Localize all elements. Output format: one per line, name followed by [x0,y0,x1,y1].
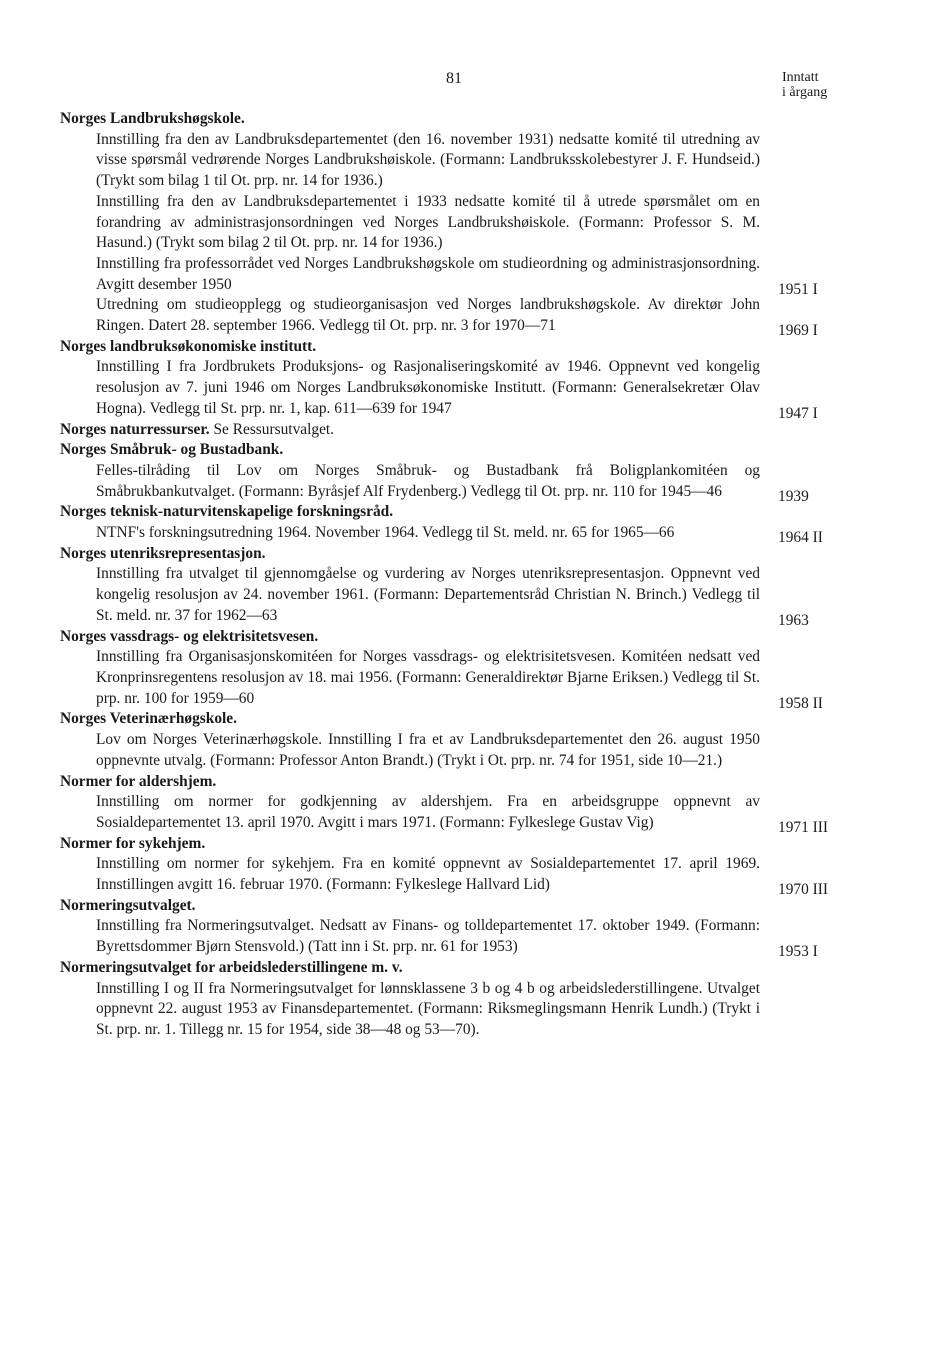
dot-leader [556,329,760,330]
item-text: Innstilling I og II fra Normeringsutvalget for lønnsklassene 3 b og 4 b og arbeidslederstillingene. Utvalget oppnevnt 22. august 1953 av Finansdepartementet. (Formann: Riksmeglingsmann Henrik Lundh.) (Trykt i St. prp. nr. 1. Tillegg nr. 15 for 1954, side 38—48 og 53—70). [96,979,760,1038]
entry-heading: Norges landbruksøkonomiske institutt. [60,337,317,355]
entry-heading: Normeringsutvalget for arbeidslederstillingene m. v. [60,958,403,976]
entry-heading: Normer for aldershjem. [60,772,217,790]
volume-year: 1970 III [778,881,829,899]
entry-item [60,564,850,629]
item-text: Utredning om studieopplegg og studieorganisasjon ved Norges landbrukshøgskole. Av direktør John Ringen. Datert 28. september 1966. Vedlegg til Ot. prp. nr. 3 for 1970—71 [96,296,760,335]
index-entry [60,709,850,771]
entry-heading: Norges teknisk-naturvitenskapelige forskningsråd. [60,503,394,521]
volume-year: 1953 I [778,943,818,961]
index-entry [60,109,850,340]
item-text: Innstilling I fra Jordbrukets Produksjons- og Rasjonaliseringskomité av 1946. Oppnevnt ved kongelig resolusjon av 7. juni 1946 om Norges Landbruksøkonomiske Institutt. (Formann: Generalsekretær Olav Hogna). Vedlegg til St. prp. nr. 1, kap. 611—639 for 1947 [96,358,760,417]
entry-item [60,979,850,1041]
entry-heading: Norges Veterinærhøgskole. [60,710,237,728]
entry-heading: Norges Landbrukshøgskole. [60,110,245,127]
entry-item [60,792,850,836]
entry-heading-line [60,544,850,565]
column-header-line-2: i årgang [782,85,828,100]
dot-leader [722,495,760,496]
item-text: NTNF's forskningsutredning 1964. November 1964. Vedlegg til St. meld. nr. 65 for 1965—66 [96,524,675,542]
index-entry [60,627,850,710]
entry-heading: Norges vassdrags- og elektrisitetsvesen. [60,627,319,645]
entry-item [60,254,850,298]
index-entry [60,958,850,1041]
column-header [782,70,882,100]
dot-leader [550,888,760,889]
item-text: Lov om Norges Veterinærhøgskole. Innstilling I fra et av Landbruksdepartementet den 26. august 1950 oppnevnte utvalg. (Formann: Professor Anton Brandt.) (Trykt i Ot. prp. nr. 74 for 1951, side 10—21.) [96,731,760,769]
item-text: Innstilling fra Normeringsutvalget. Nedsatt av Finans- og tolldepartementet 17. oktober 1949. (Formann: Byrettsdommer Bjørn Stensvold.) (Tatt inn i St. prp. nr. 61 for 1953) [96,917,760,956]
index-entries [60,109,850,1041]
entry-heading-line [60,958,850,979]
index-entry [60,420,850,441]
entry-heading-line [60,440,850,461]
entry-heading-line [60,896,850,917]
index-entry [60,544,850,627]
dot-leader [674,536,760,537]
entry-item [60,730,850,771]
dot-leader [232,288,760,289]
entry-item [60,357,850,422]
entry-heading: Normer for sykehjem. [60,834,206,852]
entry-item [60,461,850,505]
volume-year: 1969 I [778,322,818,340]
item-text: Innstilling fra Organisasjonskomitéen for Norges vassdrags- og elektrisitetsvesen. Komitéen nedsatt ved Kronprinsregentens resolusjon av 18. mai 1956. (Formann: Generaldirektør Bjarne Eriksen.) Vedlegg til St. prp. nr. 100 for 1959—60 [96,648,760,707]
dot-leader [254,702,760,703]
page-number: 81 [446,70,462,87]
entry-heading: Norges naturressurser. [60,420,210,438]
entry-heading-line [60,109,850,130]
see-reference: Se Ressursutvalget. [213,420,335,438]
entry-item [60,130,850,192]
dot-leader [654,826,760,827]
volume-year: 1947 I [778,404,818,422]
dot-leader [452,412,760,413]
volume-year: 1964 II [778,529,823,547]
dot-leader [277,619,760,620]
index-entry [60,772,850,834]
column-header-line-1: Inntatt [782,70,819,85]
entry-item [60,916,850,961]
item-text: Innstilling om normer for sykehjem. Fra en komité oppnevnt av Sosialdepartementet 17. april 1969. Innstillingen avgitt 16. februar 1970. (Formann: Fylkeslege Hallvard Lid) [96,855,760,894]
entry-heading-line [60,420,850,441]
entry-item [60,854,850,899]
dot-leader [518,950,760,951]
index-entry [60,834,850,899]
volume-year: 1971 III [778,818,829,836]
entry-item [60,523,850,547]
entry-heading: Normeringsutvalget. [60,896,196,914]
entry-heading-line [60,502,850,523]
volume-year: 1939 [778,487,809,505]
index-entry [60,337,850,420]
item-text: Innstilling fra den av Landbruksdepartementet (den 16. november 1931) nedsatte komité til utredning av visse spørsmål vedrørende Norges Landbrukshøiskole. (Formann: Landbruksskolebestyrer J. F. Hundseid.) (Trykt som bilag 1 til Ot. prp. nr. 14 for 1936.) [96,130,760,190]
item-text: Felles-tilråding til Lov om Norges Småbruk- og Bustadbank frå Boligplankomitéen og Småbrukbankutvalget. (Formann: Byråsjef Alf Frydenberg.) Vedlegg til Ot. prp. nr. 110 for 1945—46 [96,461,760,500]
entry-heading-line [60,772,850,793]
entry-heading: Norges utenriksrepresentasjon. [60,544,266,562]
item-text: Innstilling om normer for godkjenning av aldershjem. Fra en arbeidsgruppe oppnevnt av Sosialdepartementet 13. april 1970. Avgitt i mars 1971. (Formann: Fylkeslege Gustav Vig) [96,793,760,831]
entry-heading-line [60,709,850,730]
entry-heading: Norges Småbruk- og Bustadbank. [60,441,284,459]
volume-year: 1963 [778,611,809,629]
entry-item [60,192,850,254]
index-entry [60,896,850,961]
index-entry [60,440,850,505]
volume-year: 1958 II [778,694,823,712]
entry-heading-line [60,337,850,358]
entry-item [60,295,850,340]
entry-heading-line [60,627,850,648]
item-text: Innstilling fra professorrådet ved Norges Landbrukshøgskole om studieordning og administrasjonsordning. Avgitt desember 1950 [96,254,760,293]
entry-heading-line [60,834,850,855]
item-text: Innstilling fra utvalget til gjennomgåelse og vurdering av Norges utenriksrepresentasjon. Oppnevnt ved kongelig resolusjon av 24. november 1961. (Formann: Departementsråd Christian N. Brinch.) Vedlegg til St. meld. nr. 37 for 1962—63 [96,565,760,624]
index-entry [60,502,850,547]
entry-item [60,647,850,712]
volume-year: 1951 I [778,280,818,298]
item-text: Innstilling fra den av Landbruksdepartementet i 1933 nedsatte komité til å utrede spørsmålet om en forandring av administrasjonsordningen ved Norges Landbrukshøiskole. (Formann: Professor S. M. Hasund.) (Trykt som bilag 2 til Ot. prp. nr. 14 for 1936.) [96,192,760,252]
